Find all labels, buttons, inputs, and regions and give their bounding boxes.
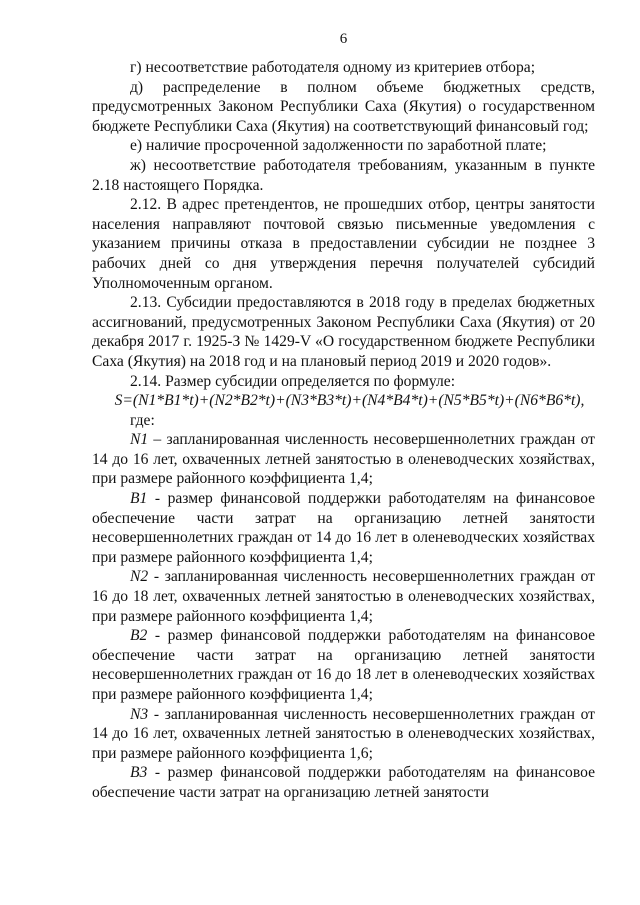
clause-2-14: 2.14. Размер субсидии определяется по формуле: xyxy=(130,372,456,390)
definition-b3 xyxy=(92,763,595,802)
variable-symbol: B3 xyxy=(130,764,148,782)
subsidy-formula: S=(N1*B1*t)+(N2*B2*t)+(N3*B3*t)+(N4*B4*t)+(N5*B5*t)+(N6*B6*t), xyxy=(114,392,585,410)
item-zh: ж) несоответствие работодателя требованиям, указанным в пункте 2.18 настоящего Порядка. xyxy=(92,156,595,194)
definition-b2 xyxy=(92,626,595,704)
definition-text: - размер финансовой поддержки работодателям на финансовое обеспечение части затрат на организацию летней занятости несовершеннолетних граждан от 16 до 18 лет в оленеводческих хозяйствах при размере районного коэффициента 1,4; xyxy=(92,627,595,703)
variable-symbol: N1 xyxy=(130,431,149,449)
clause-2-12: 2.12. В адрес претендентов, не прошедших отбор, центры занятости населения направляют почтовой связью письменные уведомления с указанием причины отказа в предоставлении субсидии не позднее 3 рабочих дней со дня утверждения перечня получателей субсидий Уполномоченным органом. xyxy=(92,196,595,292)
variable-symbol: B1 xyxy=(130,490,148,508)
clause-2-13: 2.13. Субсидии предоставляются в 2018 году в пределах бюджетных ассигнований, предусмотренных Законом Республики Саха (Якутия) от 20 декабря 2017 г. 1925-З № 1429-V «О государственном бюджете Республики Саха (Якутия) на 2018 год и на плановый период 2019 и 2020 годов». xyxy=(92,294,595,370)
definition-n1 xyxy=(92,430,595,489)
definition-text: - размер финансовой поддержки работодателям на финансовое обеспечение части затрат на организацию летней занятости несовершеннолетних граждан от 14 до 16 лет в оленеводческих хозяйствах при размере районного коэффициента 1,4; xyxy=(92,490,595,566)
page-number: 6 xyxy=(339,31,348,47)
variable-symbol: B2 xyxy=(130,627,148,645)
item-g: г) несоответствие работодателя одному из критериев отбора; xyxy=(130,59,536,76)
definition-text: - запланированная численность несовершеннолетних граждан от 14 до 16 лет, охваченных летней занятостью в оленеводческих хозяйствах, при размере районного коэффициента 1,6; xyxy=(92,705,595,762)
definition-n2 xyxy=(92,567,595,626)
item-d: д) распределение в полном объеме бюджетных средств, предусмотренных Законом Республики Саха (Якутия) о государственном бюджете Республики Саха (Якутия) на соответствующий финансовый год; xyxy=(92,78,595,135)
definition-text: – запланированная численность несовершеннолетних граждан от 14 до 16 лет, охваченных летней занятостью в оленеводческих хозяйствах, при размере районного коэффициента 1,4; xyxy=(92,431,595,488)
item-e: е) наличие просроченной задолженности по заработной плате; xyxy=(130,137,547,155)
definition-n3 xyxy=(92,705,595,764)
where-label: где: xyxy=(130,411,155,429)
definition-text: - размер финансовой поддержки работодателям на финансовое обеспечение части затрат на организацию летней занятости xyxy=(92,764,595,801)
variable-symbol: N2 xyxy=(130,568,149,586)
variable-symbol: N3 xyxy=(130,705,149,723)
definition-b1 xyxy=(92,489,595,567)
definition-text: - запланированная численность несовершеннолетних граждан от 16 до 18 лет, охваченных летней занятостью в оленеводческих хозяйствах, при размере районного коэффициента 1,4; xyxy=(92,568,595,625)
